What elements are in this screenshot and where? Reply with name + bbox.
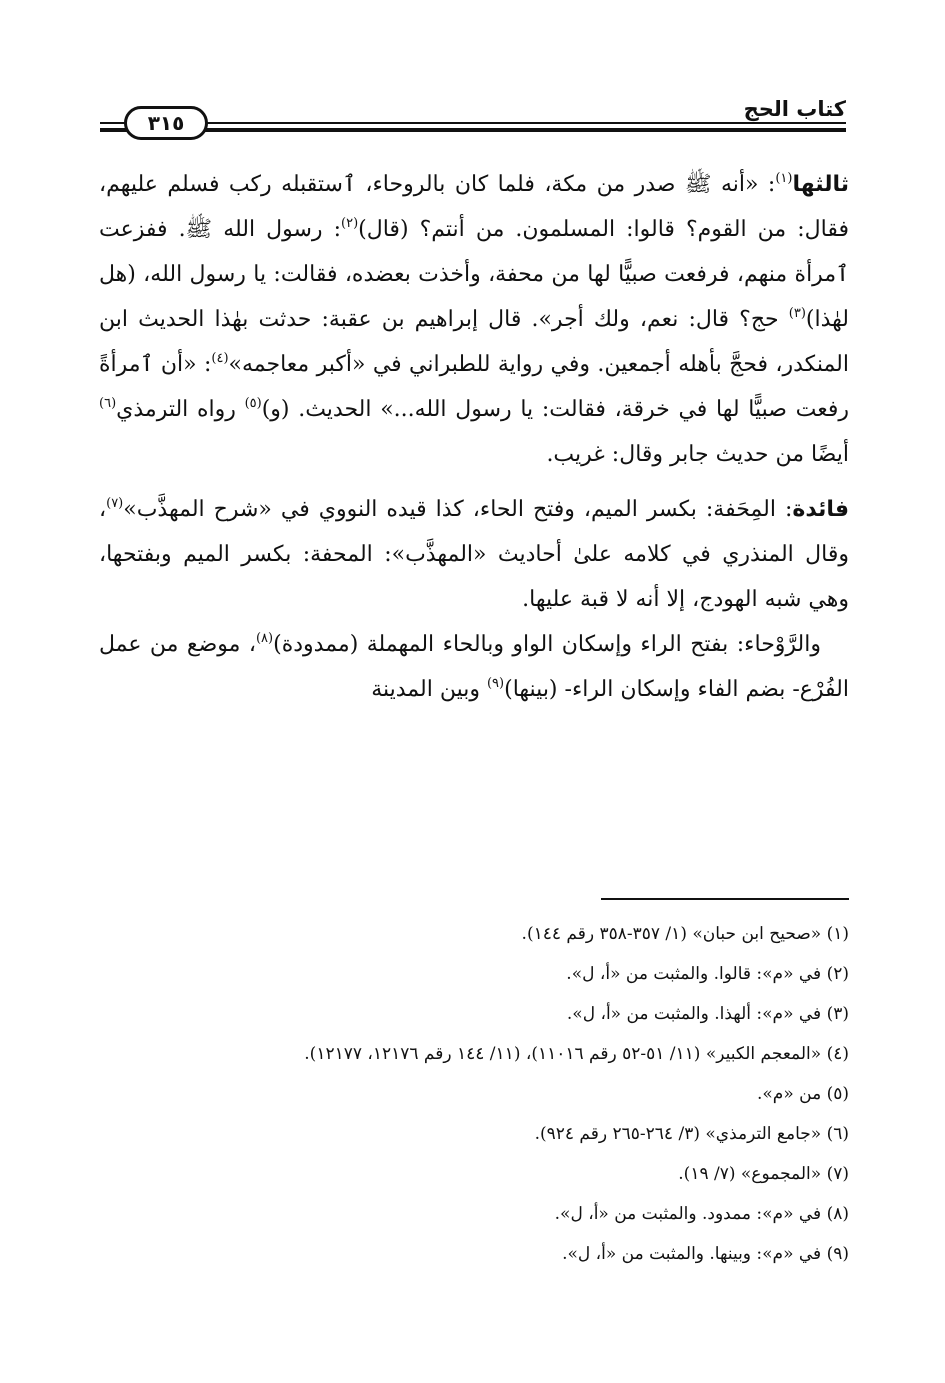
footnote-separator [601,898,849,900]
footnote-item: (٢) في «م»: قالوا. والمثبت من «أ، ل». [566,964,849,984]
text-run: والرَّوْحاء: بفتح الراء وإسكان الواو وبالحاء المهملة (ممدودة) [273,632,821,657]
footnote-ref[interactable]: (٣) [788,306,806,321]
text-run: : «أنه ﷺ صدر من مكة، فلما كان بالروحاء، ٱستقبله ركب فسلم عليهم، فقال: من القوم؟ قالوا: المسلمون. من أنتم؟ (قال) [99,172,849,242]
footnote-item: (٧) «المجموع» (٧/ ١٩). [678,1164,849,1184]
footnote-item: (٨) في «م»: ممدود. والمثبت من «أ، ل». [554,1204,849,1224]
footnote-ref[interactable]: (٩) [486,676,505,691]
paragraph-rawha [99,622,849,712]
header-rule-thick [100,128,846,132]
text-run: ، وقال المنذري في كلامه علىٰ أحاديث «المهذَّب»: المحفة: بكسر الميم وبفتحها، وهي شبه الهودج، إلا أنه لا قبة عليها. [99,497,850,612]
footnote-item: (١) «صحيح ابن حبان» (١/ ٣٥٧-٣٥٨ رقم ١٤٤). [521,924,849,944]
footnote-ref[interactable]: (٨) [255,631,274,646]
paragraph-lead: فائدة [792,497,849,522]
footnote-ref[interactable]: (٧) [106,496,124,511]
paragraph-faida [99,487,849,622]
footnote-item: (٩) في «م»: وبينها. والمثبت من «أ، ل». [562,1244,849,1264]
main-text [99,162,849,712]
footnote-item: (٣) في «م»: ألهذا. والمثبت من «أ، ل». [566,1004,849,1024]
text-run: وبين المدينة [371,677,487,702]
text-run: : «أن ٱمرأةً رفعت صبيًّا لها في خرقة، فقالت: يا رسول الله...» الحديث. (و) [99,352,849,422]
footnote-item: (٥) من «م». [757,1084,849,1104]
text-run: : المِحَفة: بكسر الميم، وفتح الحاء، كذا قيده النووي في «شرح المهذَّب» [123,497,793,522]
footnote-item: (٦) «جامع الترمذي» (٣/ ٢٦٤-٢٦٥ رقم ٩٢٤). [534,1124,849,1144]
page-number-badge: ٣١٥ [124,106,208,140]
footnote-ref[interactable]: (١) [775,171,793,186]
text-run: ، موضع من عمل الفُرْع- بضم الفاء وإسكان الراء- (بينها) [99,632,849,702]
paragraph-lead: ثالثها [792,172,849,197]
header-rule-thin [100,122,846,124]
footnote-ref[interactable]: (٤) [211,351,229,366]
text-run: رواه الترمذي [116,397,245,422]
text-run: حج؟ قال: نعم، ولك أجر». قال إبراهيم بن عقبة: حدثت بهٰذا الحديث ابن المنكدر، فحجَّ بأهله أجمعين. وفي رواية للطبراني في «أكبر معاجمه» [99,307,849,377]
footnote-ref[interactable]: (٥) [244,396,262,411]
footnote-item: (٤) «المعجم الكبير» (١١/ ٥١-٥٢ رقم ١١٠١٦)، (١١/ ١٤٤ رقم ١٢١٧٦، ١٢١٧٧). [304,1044,849,1064]
text-run: أيضًا من حديث جابر وقال: غريب. [546,442,849,467]
page-header [100,92,846,142]
footnote-ref[interactable]: (٦) [99,396,117,411]
footnote-ref[interactable]: (٢) [341,216,359,231]
paragraph-hadith [99,162,849,477]
text-run: : رسول الله ﷺ. ففزعت ٱمرأة منهم، فرفعت صبيًّا لها من محفة، وأخذت بعضده، فقالت: يا رسول الله، (هل لهٰذا) [99,217,849,332]
footnotes-list [89,914,849,1274]
running-title: كتاب الحج [743,97,846,121]
